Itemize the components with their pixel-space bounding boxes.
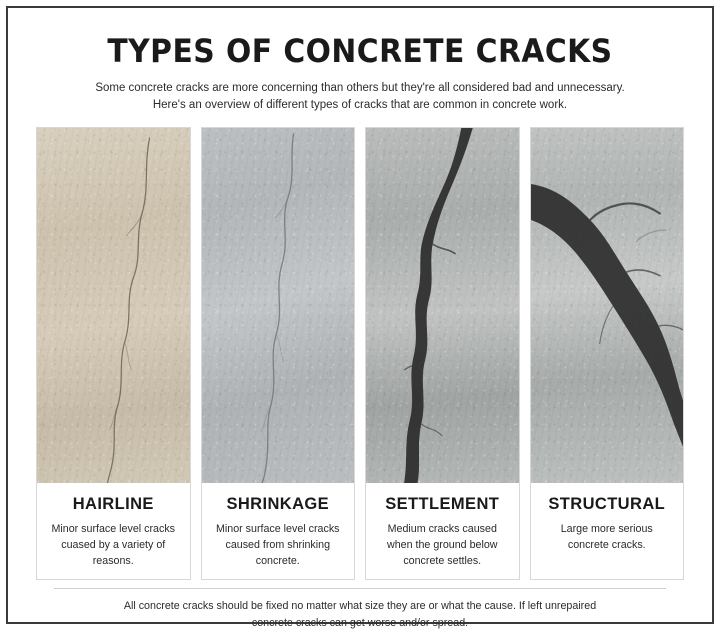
card-description: Large more serious concrete cracks. [560,523,653,552]
card-label: SETTLEMENT [385,495,500,514]
crack-line-graphic [531,128,684,483]
hairline-crack-photo [37,128,190,483]
crack-line-graphic [202,128,355,483]
crack-card-settlement [365,127,520,580]
card-description: Minor surface level cracks cuased by a variety of reasons. [51,523,176,568]
card-label: SHRINKAGE [226,495,330,514]
footer-note [54,588,666,630]
crack-line-graphic [37,128,190,483]
page-title: TYPES OF CONCRETE CRACKS [107,32,613,70]
crack-line-graphic [366,128,519,483]
card-description: Minor surface level cracks caused from shrinking concrete. [215,523,340,568]
settlement-crack-photo [366,128,519,483]
shrinkage-crack-photo [202,128,355,483]
structural-crack-photo [531,128,684,483]
card-description: Medium cracks caused when the ground below concrete settles. [386,523,498,568]
subtitle [95,80,624,113]
footer-line-2: concrete cracks can get worse and/or spread. [251,616,469,629]
subtitle-line-1: Some concrete cracks are more concerning than others but they're all considered bad and unnecessary. [95,82,625,94]
crack-type-cards [36,127,684,580]
card-label: HAIRLINE [72,495,154,514]
infographic-inner [14,14,706,629]
crack-card-structural [530,127,685,580]
card-label: STRUCTURAL [548,495,666,514]
crack-card-shrinkage [201,127,356,580]
crack-card-hairline [36,127,191,580]
footer-line-1: All concrete cracks should be fixed no matter what size they are or what the cause. If left unrepaired [123,600,597,613]
subtitle-line-2: Here's an overview of different types of cracks that are common in concrete work. [152,98,568,111]
